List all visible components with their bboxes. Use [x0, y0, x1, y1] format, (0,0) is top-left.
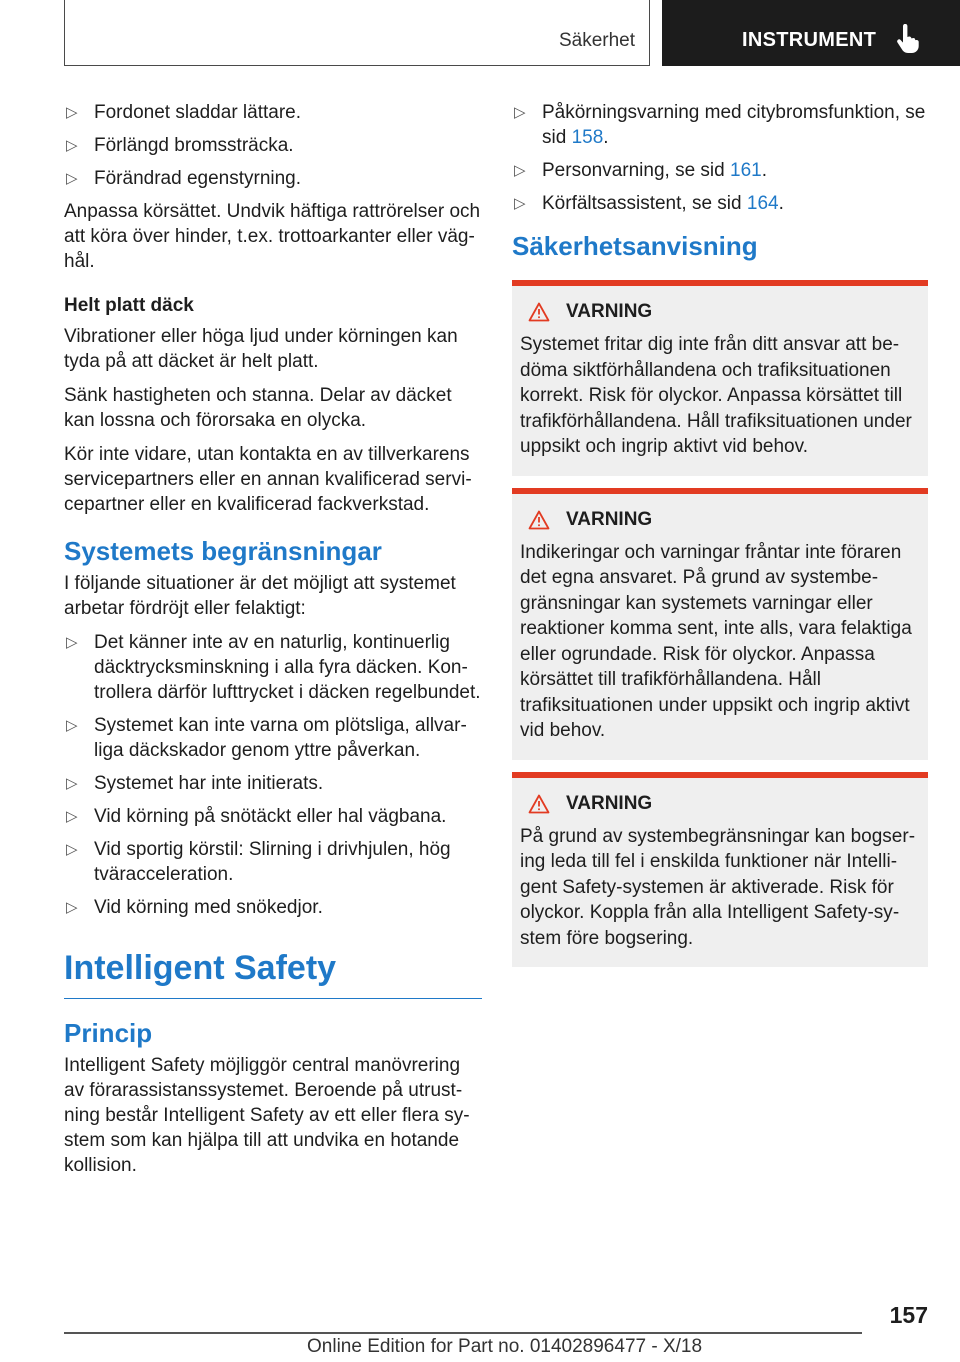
warning-text: Systemet fritar dig inte från ditt ansvar att bedöma siktförhållandena och trafiksituationen korrekt. Risk för olyckor. Anpassa körsättet till trafikförhållandena. Håll trafiksituationen under uppsikt och ingrip aktivt vid behov. — [520, 334, 912, 457]
warning-triangle-icon — [528, 510, 550, 530]
warning-box — [512, 488, 928, 760]
paragraph: Sänk hastigheten och stanna. Delar av däcket kan lossna och förorsaka en olycka. — [64, 385, 452, 431]
list-item: ▷ Vid körning på snötäckt eller hal vägbana. — [66, 806, 447, 827]
hand-pointer-icon — [894, 24, 920, 54]
section-heading: Systemets begränsningar — [64, 536, 382, 566]
triangle-bullet-icon: ▷ — [66, 170, 78, 187]
warning-triangle-icon — [528, 794, 550, 814]
warning-text: Indikeringar och varningar fråntar inte föraren det egna ansvaret. På grund av systembegränsningar kan systemets varningar eller reaktioner komma sent, inte alls, vara felaktiga eller ogrundade. Risk för olyckor. Anpassa körsättet till trafikförhållandena. Håll trafiksituationen under uppsikt och ingrip aktivt vid behov. — [520, 541, 912, 741]
list-item: ▷ Personvarning, se sid 161. — [514, 160, 767, 181]
list-item: ▷ Systemet har inte initierats. — [66, 773, 324, 794]
triangle-bullet-icon: ▷ — [514, 195, 526, 212]
chapter-title: INSTRUMENT — [742, 29, 877, 51]
list-item: ▷ Förändrad egenstyrning. — [66, 168, 302, 189]
triangle-bullet-icon: ▷ — [514, 162, 526, 179]
triangle-bullet-icon: ▷ — [66, 775, 78, 792]
triangle-bullet-icon: ▷ — [66, 899, 78, 916]
paragraph: I följande situationer är det möjligt att systemet arbetar fördröjt eller felaktigt: — [64, 573, 456, 619]
list-item: ▷ Det känner inte av en naturlig, kontinuerlig däcktrycksminskning i alla fyra däcken. Kontrollera därför lufttrycket i däcken regelbundet. — [66, 632, 481, 703]
triangle-bullet-icon: ▷ — [514, 104, 526, 121]
triangle-bullet-icon: ▷ — [66, 717, 78, 734]
list-item: ▷ Körfältsassistent, se sid 164. — [514, 193, 784, 214]
warning-title: VARNING — [566, 301, 653, 322]
edition-text: Online Edition for Part no. 01402896477 - X/18 — [307, 1336, 703, 1357]
section-heading: Säkerhetsanvisning — [512, 231, 758, 261]
triangle-bullet-icon: ▷ — [66, 841, 78, 858]
section-heading: Princip — [64, 1018, 153, 1048]
page-link[interactable]: 164 — [746, 193, 779, 214]
list-item: ▷ Fordonet sladdar lättare. — [66, 102, 302, 123]
warning-title: VARNING — [566, 792, 653, 814]
list-item: ▷ Vid sportig körstil: Slirning i drivhjulen, hög tväracceleration. — [66, 839, 451, 885]
triangle-bullet-icon: ▷ — [66, 104, 78, 121]
warning-title: VARNING — [566, 508, 653, 530]
left-column — [64, 100, 482, 1187]
warning-text: På grund av systembegränsningar kan bogsering leda till fel i enskilda funktioner när Intelligent Safety-systemen är aktiverade. Risk för olyckor. Koppla från alla Intelligent Safety-system före bogsering. — [520, 825, 916, 949]
footer-divider — [64, 1332, 862, 1334]
list-item: ▷ Påkörningsvarning med citybromsfunktion, se sid 158. — [514, 102, 926, 148]
triangle-bullet-icon: ▷ — [66, 137, 78, 154]
page-link[interactable]: 158 — [571, 127, 604, 148]
subheading: Helt platt däck — [64, 295, 194, 316]
page-header — [0, 0, 960, 66]
footer-edition — [307, 1336, 702, 1358]
warning-box — [512, 772, 928, 968]
warning-box — [512, 280, 928, 476]
list-item: ▷ Förlängd bromssträcka. — [66, 135, 294, 156]
section-title: Säkerhet — [558, 30, 635, 51]
paragraph: Intelligent Safety möjliggör central manövrering av förarassistanssystemet. Beroende på utrustning består Intelligent Safety av ett eller flera system som kan hjälpa till att undvika en hotande kollision. — [64, 1055, 470, 1176]
warning-triangle-icon — [528, 302, 550, 322]
list-item: ▷ Systemet kan inte varna om plötsliga, allvarliga däckskador genom yttre påverkan. — [66, 715, 467, 761]
triangle-bullet-icon: ▷ — [66, 634, 78, 651]
page-link[interactable]: 161 — [730, 160, 762, 181]
paragraph: Kör inte vidare, utan kontakta en av tillverkarens servicepartners eller en annan kvalificerad servicepartner eller en kvalificerad fackverkstad. — [64, 444, 472, 515]
paragraph: Anpassa körsättet. Undvik häftiga rattrörelser och att köra över hinder, t.ex. trottoarkanter eller väghål. — [64, 201, 481, 272]
section-tab[interactable] — [64, 0, 650, 66]
page-number: 157 — [889, 1302, 928, 1328]
list-item: ▷ Vid körning med snökedjor. — [66, 897, 323, 918]
chapter-tab[interactable] — [662, 0, 960, 66]
right-column — [512, 100, 928, 979]
paragraph: Vibrationer eller höga ljud under körningen kan tyda på att däcket är helt platt. — [64, 326, 458, 372]
triangle-bullet-icon: ▷ — [66, 808, 78, 825]
chapter-heading: Intelligent Safety — [64, 948, 482, 999]
